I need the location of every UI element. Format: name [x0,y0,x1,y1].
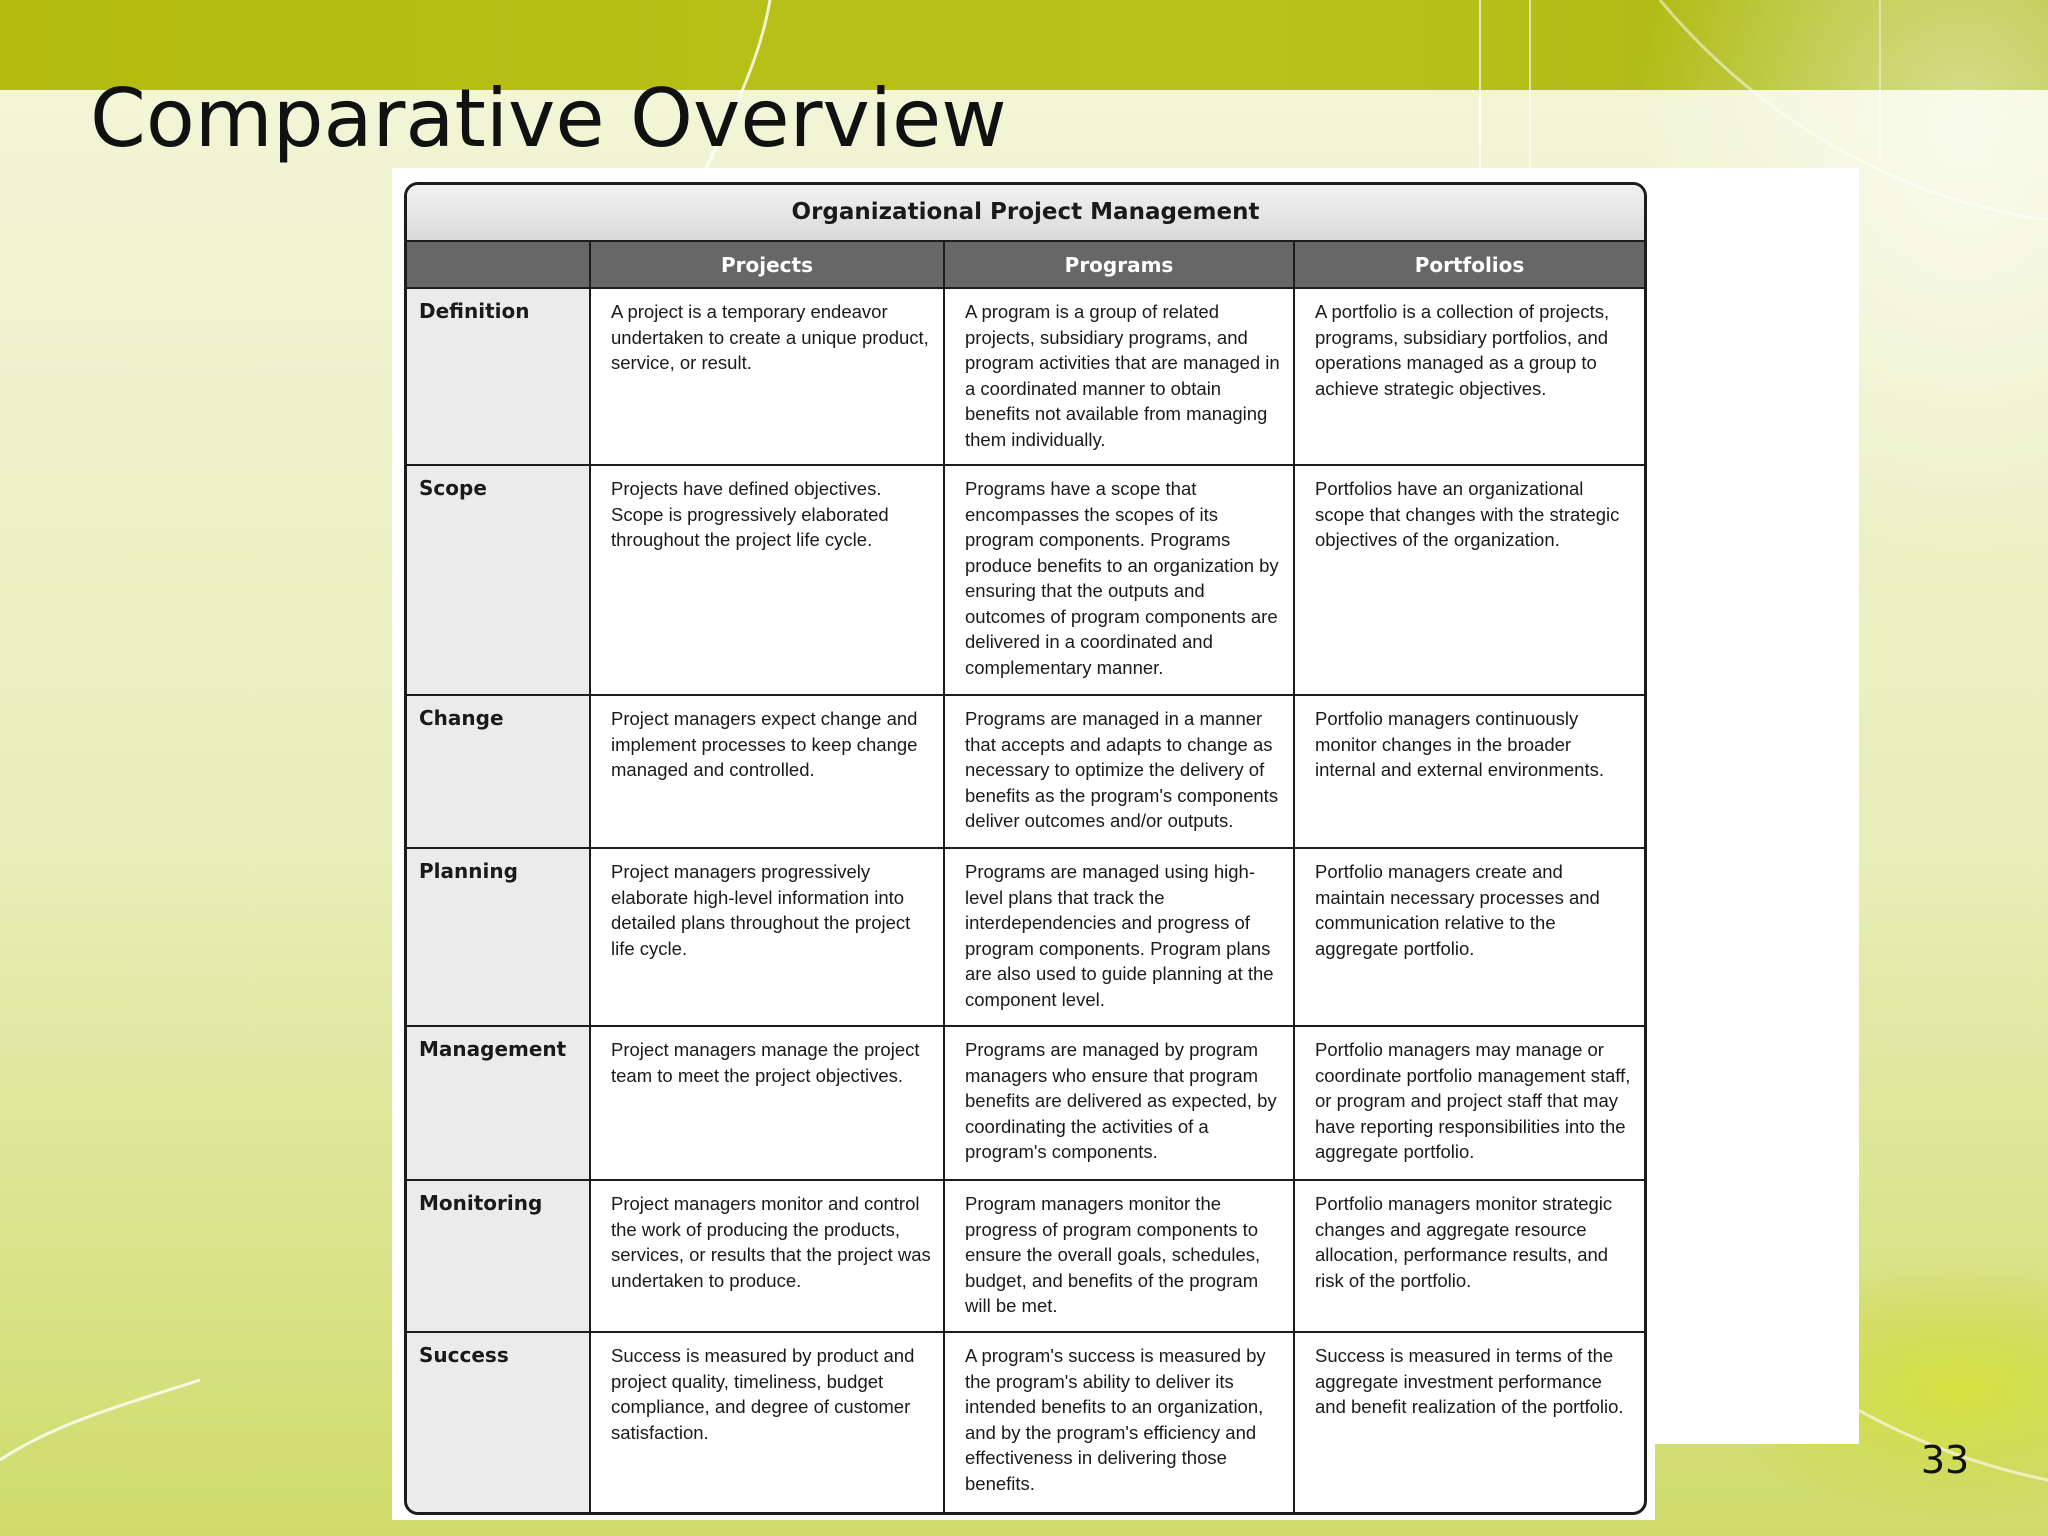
table-cell: Project managers expect change and implement processes to keep change managed and controlled. [590,695,944,848]
row-header-success: Success [407,1332,590,1515]
table-cell: Programs are managed in a manner that accepts and adapts to change as necessary to optimize the delivery of benefits as the program's components deliver outcomes and/or outputs. [944,695,1294,848]
row-header-planning: Planning [407,848,590,1026]
table-title: Organizational Project Management [407,185,1644,242]
table-cell: Portfolio managers monitor strategic changes and aggregate resource allocation, performance results, and risk of the portfolio. [1294,1180,1644,1332]
table-cell: Programs are managed using high-level plans that track the interdependencies and progress of program components. Program plans are also used to guide planning at the component level. [944,848,1294,1026]
table-cell: A portfolio is a collection of projects, programs, subsidiary portfolios, and operations managed as a group to achieve strategic objectives. [1294,288,1644,465]
table-row-scope [407,465,1644,695]
table-cell: Programs have a scope that encompasses the scopes of its program components. Programs produce benefits to an organization by ensuring that the outputs and outcomes of program components are delivered in a coordinated and complementary manner. [944,465,1294,695]
page-number: 33 [1920,1438,1970,1482]
table-cell: Project managers manage the project team to meet the project objectives. [590,1026,944,1180]
table-row-success [407,1332,1644,1515]
table-row-planning [407,848,1644,1026]
table-row-management [407,1026,1644,1180]
column-header-projects: Projects [590,242,944,288]
table-cell: Portfolio managers create and maintain necessary processes and communication relative to the aggregate portfolio. [1294,848,1644,1026]
table-cell: Project managers monitor and control the work of producing the products, services, or results that the project was undertaken to produce. [590,1180,944,1332]
row-header-management: Management [407,1026,590,1180]
table-cell: A project is a temporary endeavor undertaken to create a unique product, service, or result. [590,288,944,465]
slide-title: Comparative Overview [90,72,1007,165]
table-cell: A program is a group of related projects, subsidiary programs, and program activities that are managed in a coordinated manner to obtain benefits not available from managing them individually. [944,288,1294,465]
table-row-monitoring [407,1180,1644,1332]
table-cell: Program managers monitor the progress of program components to ensure the overall goals, schedules, budget, and benefits of the program will be met. [944,1180,1294,1332]
row-header-monitoring: Monitoring [407,1180,590,1332]
table-header-row [407,242,1644,288]
table-cell: Success is measured in terms of the aggregate investment performance and benefit realization of the portfolio. [1294,1332,1644,1515]
comparison-table [407,242,1644,1515]
table-cell: Programs are managed by program managers who ensure that program benefits are delivered as expected, by coordinating the activities of a program's components. [944,1026,1294,1180]
table-row-change [407,695,1644,848]
row-header-scope: Scope [407,465,590,695]
header-empty-cell [407,242,590,288]
column-header-programs: Programs [944,242,1294,288]
opm-table-frame [404,182,1647,1515]
table-cell: Portfolios have an organizational scope that changes with the strategic objectives of the organization. [1294,465,1644,695]
column-header-portfolios: Portfolios [1294,242,1644,288]
table-cell: Project managers progressively elaborate high-level information into detailed plans throughout the project life cycle. [590,848,944,1026]
table-cell: Projects have defined objectives. Scope is progressively elaborated throughout the project life cycle. [590,465,944,695]
table-cell: A program's success is measured by the program's ability to deliver its intended benefits to an organization, and by the program's efficiency and effectiveness in delivering those benefits. [944,1332,1294,1515]
row-header-change: Change [407,695,590,848]
table-row-definition [407,288,1644,465]
table-cell: Success is measured by product and project quality, timeliness, budget compliance, and degree of customer satisfaction. [590,1332,944,1515]
table-cell: Portfolio managers continuously monitor changes in the broader internal and external environments. [1294,695,1644,848]
table-cell: Portfolio managers may manage or coordinate portfolio management staff, or program and project staff that may have reporting responsibilities into the aggregate portfolio. [1294,1026,1644,1180]
row-header-definition: Definition [407,288,590,465]
